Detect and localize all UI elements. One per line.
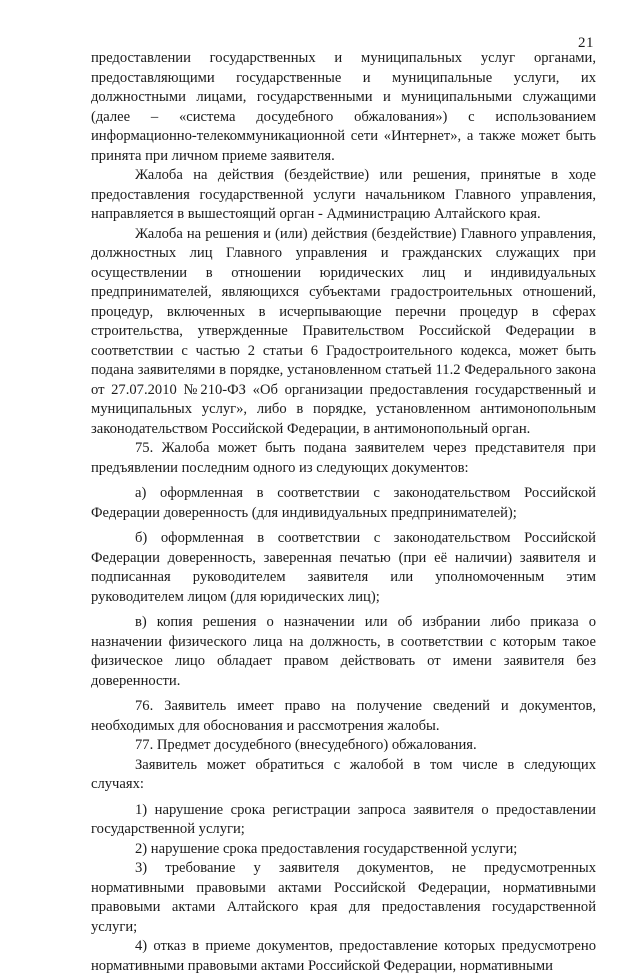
- paragraph-cases-intro: Заявитель может обратиться с жалобой в том числе в следующих случаях:: [91, 756, 596, 792]
- document-body: [91, 49, 596, 976]
- paragraph-complaint-construction: Жалоба на решения и (или) действия (бездействие) Главного управления, должностных лиц Главного управления и гражданских служащих при осуществлении в отношении юридических лиц и индивидуальных предпринимателей, являющихся субъектами градостроительных отношений, процедур, включенных в исчерпывающие перечни процедур в сферах строительства, утвержденные Правительством Российской Федерации в соответствии с частью 2 статьи 6 Градостроительного кодекса, может быть подана заявителями в порядке, установленном статьей 11.2 Федерального закона от 27.07.2010 №210-ФЗ «Об организации предоставления государственный и муниципальных услуг», либо в порядке, установленном антимонопольным законодательством Российской Федерации, в антимонопольный орган.: [91, 225, 596, 437]
- paragraph-77: 77. Предмет досудебного (внесудебного) обжалования.: [135, 737, 477, 753]
- list-item-v: в) копия решения о назначении или об избрании либо приказа о назначении физического лица на должность, в соответствии с которым такое физическое лицо обладает правом действовать от имени заявителя без доверенности.: [91, 614, 596, 689]
- list-item-2: 2) нарушение срока предоставления государственной услуги;: [135, 840, 518, 857]
- list-item-a: а) оформленная в соответствии с законодательством Российской Федерации доверенность (для индивидуальных предпринимателей);: [91, 485, 596, 521]
- page-number: 21: [578, 35, 594, 51]
- paragraph-75: 75. Жалоба может быть подана заявителем через представителя при предъявлении последним одного из следующих документов:: [91, 440, 596, 476]
- paragraph-76: 76. Заявитель имеет право на получение сведений и документов, необходимых для обоснования и рассмотрения жалобы.: [91, 698, 596, 734]
- list-item-4: 4) отказ в приеме документов, предоставление которых предусмотрено нормативными правовыми актами Российской Федерации, нормативными: [91, 938, 596, 974]
- list-item-3: 3) требование у заявителя документов, не предусмотренных нормативными правовыми актами Российской Федерации, нормативными правовыми актами Алтайского края для предоставления государственной услуги;: [91, 860, 596, 935]
- list-item-1: 1) нарушение срока регистрации запроса заявителя о предоставлении государственной услуги;: [91, 801, 596, 837]
- paragraph-complaint-head: Жалоба на действия (бездействие) или решения, принятые в ходе предоставления государственной услуги начальником Главного управления, направляется в вышестоящий орган - Администрацию Алтайского края.: [91, 167, 596, 222]
- list-item-b: б) оформленная в соответствии с законодательством Российской Федерации доверенность, заверенная печатью (при её наличии) заявителя и подписанная руководителем заявителя или уполномоченным этим руководителем лицом (для юридических лиц);: [91, 530, 596, 605]
- paragraph-continuation: предоставлении государственных и муниципальных услуг органами, предоставляющими государственные и муниципальные услуги, их должностными лицами, государственными и муниципальными служащими (далее – «система досудебного обжалования») с использованием информационно-телекоммуникационной сети «Интернет», а также может быть принята при личном приеме заявителя.: [91, 50, 596, 164]
